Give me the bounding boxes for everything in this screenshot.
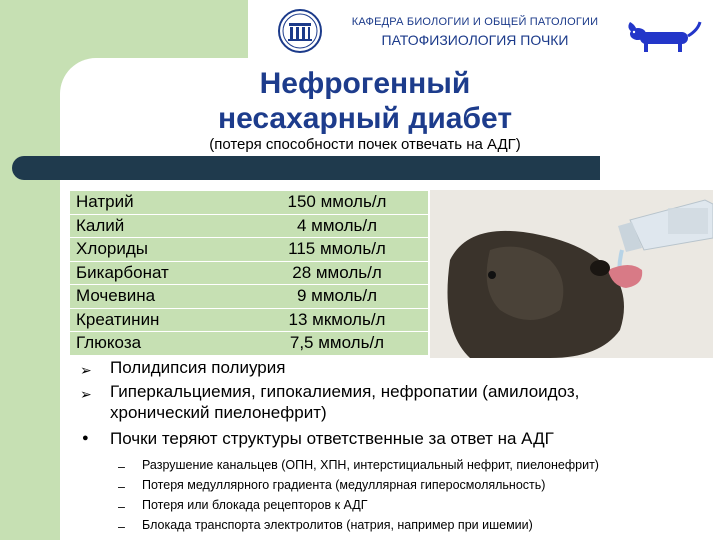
dash-icon: – — [118, 480, 125, 494]
table-row — [70, 191, 428, 214]
dash-icon: – — [118, 460, 125, 474]
table-row — [70, 308, 428, 332]
table-row — [70, 261, 428, 285]
sub-bullet-item: Разрушение канальцев (ОПН, ХПН, интерстициальный нефрит, пиелонефрит) — [142, 458, 599, 472]
bullet-item: Почки теряют структуры ответственные за ответ на АДГ — [110, 429, 554, 448]
lab-name: Бикарбонат — [70, 261, 246, 285]
course-name: ПАТОФИЗИОЛОГИЯ ПОЧКИ — [381, 32, 569, 48]
lab-name: Глюкоза — [70, 332, 246, 355]
round-bullet-icon: ● — [82, 432, 89, 444]
lab-value: 9 ммоль/л — [246, 285, 428, 309]
lab-name: Мочевина — [70, 285, 246, 309]
table-row — [70, 238, 428, 262]
slide-title — [160, 66, 570, 136]
title-divider-bar — [12, 156, 600, 180]
dash-icon: – — [118, 500, 125, 514]
arrow-bullet-icon: ➢ — [80, 386, 92, 402]
lab-values-table — [70, 191, 428, 355]
title-line-2: несахарный диабет — [217, 102, 513, 135]
lab-value: 7,5 ммоль/л — [246, 332, 428, 355]
table-row — [70, 285, 428, 309]
lab-value: 115 ммоль/л — [246, 238, 428, 262]
table-row — [70, 214, 428, 238]
lab-value: 13 мкмоль/л — [246, 308, 428, 332]
slide-subtitle: (потеря способности почек отвечать на АДГ) — [209, 136, 521, 153]
lab-name: Хлориды — [70, 238, 246, 262]
sub-bullet-item: Потеря или блокада рецепторов к АДГ — [142, 498, 368, 512]
table-row — [70, 332, 428, 355]
bullet-item: Полидипсия полиурия — [110, 358, 286, 377]
title-line-1: Нефрогенный — [259, 67, 471, 100]
dash-icon: – — [118, 520, 125, 534]
bullet-item-continued: хронический пиелонефрит) — [110, 403, 327, 422]
department-name: КАФЕДРА БИОЛОГИИ И ОБЩЕЙ ПАТОЛОГИИ — [351, 16, 599, 28]
dog-drinking-photo — [430, 190, 713, 358]
sub-bullet-item: Блокада транспорта электролитов (натрия, например при ишемии) — [142, 518, 533, 532]
lab-name: Креатинин — [70, 308, 246, 332]
lab-value: 150 ммоль/л — [287, 192, 387, 211]
lab-name: Натрий — [76, 192, 134, 211]
bullet-item: Гиперкальциемия, гипокалиемия, нефропатии (амилоидоз, — [110, 382, 580, 401]
dog-mascot-icon — [622, 10, 702, 54]
sub-bullet-item: Потеря медуллярного градиента (медуллярная гиперосмоляльность) — [142, 478, 546, 492]
arrow-bullet-icon: ➢ — [80, 362, 92, 378]
lab-value: 28 ммоль/л — [246, 261, 428, 285]
university-logo — [277, 8, 323, 54]
lab-name: Калий — [70, 214, 246, 238]
lab-value: 4 ммоль/л — [246, 214, 428, 238]
